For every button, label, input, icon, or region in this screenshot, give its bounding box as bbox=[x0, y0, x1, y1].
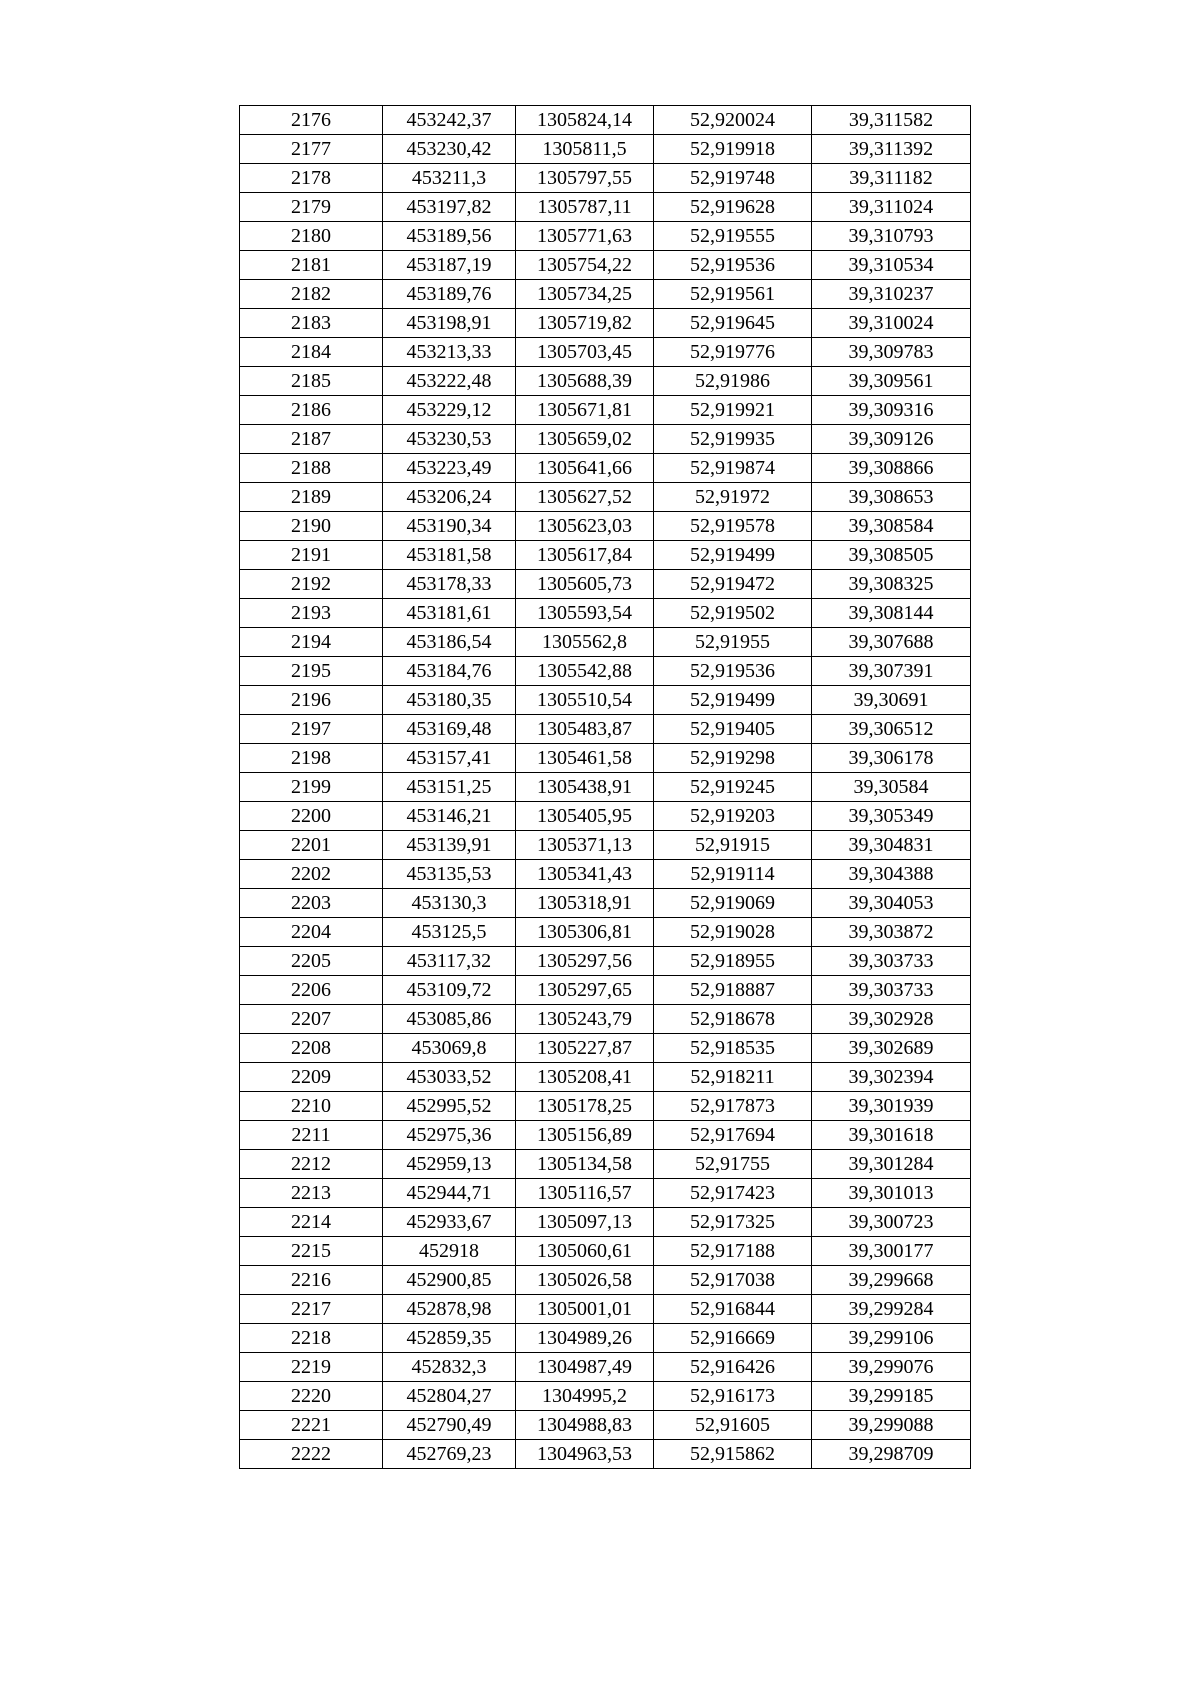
y-coordinate-cell: 1305542,88 bbox=[516, 657, 654, 686]
longitude-cell: 39,301013 bbox=[812, 1179, 971, 1208]
table-row bbox=[240, 483, 971, 512]
longitude-cell: 39,310793 bbox=[812, 222, 971, 251]
table-row bbox=[240, 860, 971, 889]
x-coordinate-cell: 453178,33 bbox=[383, 570, 516, 599]
table-body bbox=[240, 106, 971, 1469]
longitude-cell: 39,300177 bbox=[812, 1237, 971, 1266]
y-coordinate-cell: 1305178,25 bbox=[516, 1092, 654, 1121]
point-number-cell: 2192 bbox=[240, 570, 383, 599]
point-number-cell: 2202 bbox=[240, 860, 383, 889]
latitude-cell: 52,919472 bbox=[654, 570, 812, 599]
x-coordinate-cell: 453157,41 bbox=[383, 744, 516, 773]
y-coordinate-cell: 1305824,14 bbox=[516, 106, 654, 135]
latitude-cell: 52,919776 bbox=[654, 338, 812, 367]
point-number-cell: 2186 bbox=[240, 396, 383, 425]
x-coordinate-cell: 452878,98 bbox=[383, 1295, 516, 1324]
y-coordinate-cell: 1305754,22 bbox=[516, 251, 654, 280]
latitude-cell: 52,916173 bbox=[654, 1382, 812, 1411]
table-row bbox=[240, 164, 971, 193]
y-coordinate-cell: 1305461,58 bbox=[516, 744, 654, 773]
latitude-cell: 52,91755 bbox=[654, 1150, 812, 1179]
latitude-cell: 52,919628 bbox=[654, 193, 812, 222]
point-number-cell: 2201 bbox=[240, 831, 383, 860]
longitude-cell: 39,299106 bbox=[812, 1324, 971, 1353]
latitude-cell: 52,91972 bbox=[654, 483, 812, 512]
point-number-cell: 2193 bbox=[240, 599, 383, 628]
longitude-cell: 39,308653 bbox=[812, 483, 971, 512]
longitude-cell: 39,30584 bbox=[812, 773, 971, 802]
point-number-cell: 2195 bbox=[240, 657, 383, 686]
longitude-cell: 39,303733 bbox=[812, 947, 971, 976]
point-number-cell: 2176 bbox=[240, 106, 383, 135]
longitude-cell: 39,304388 bbox=[812, 860, 971, 889]
longitude-cell: 39,301618 bbox=[812, 1121, 971, 1150]
x-coordinate-cell: 452995,52 bbox=[383, 1092, 516, 1121]
y-coordinate-cell: 1305297,56 bbox=[516, 947, 654, 976]
table-row bbox=[240, 1353, 971, 1382]
point-number-cell: 2217 bbox=[240, 1295, 383, 1324]
coordinates-table bbox=[239, 105, 971, 1469]
longitude-cell: 39,308144 bbox=[812, 599, 971, 628]
latitude-cell: 52,919921 bbox=[654, 396, 812, 425]
x-coordinate-cell: 453139,91 bbox=[383, 831, 516, 860]
latitude-cell: 52,916844 bbox=[654, 1295, 812, 1324]
latitude-cell: 52,919405 bbox=[654, 715, 812, 744]
y-coordinate-cell: 1304988,83 bbox=[516, 1411, 654, 1440]
table-row bbox=[240, 1063, 971, 1092]
x-coordinate-cell: 453184,76 bbox=[383, 657, 516, 686]
point-number-cell: 2179 bbox=[240, 193, 383, 222]
longitude-cell: 39,309561 bbox=[812, 367, 971, 396]
table-row bbox=[240, 1034, 971, 1063]
x-coordinate-cell: 453189,76 bbox=[383, 280, 516, 309]
x-coordinate-cell: 453206,24 bbox=[383, 483, 516, 512]
longitude-cell: 39,311182 bbox=[812, 164, 971, 193]
x-coordinate-cell: 452900,85 bbox=[383, 1266, 516, 1295]
point-number-cell: 2181 bbox=[240, 251, 383, 280]
point-number-cell: 2220 bbox=[240, 1382, 383, 1411]
y-coordinate-cell: 1305297,65 bbox=[516, 976, 654, 1005]
x-coordinate-cell: 452832,3 bbox=[383, 1353, 516, 1382]
point-number-cell: 2207 bbox=[240, 1005, 383, 1034]
point-number-cell: 2208 bbox=[240, 1034, 383, 1063]
x-coordinate-cell: 453198,91 bbox=[383, 309, 516, 338]
latitude-cell: 52,919499 bbox=[654, 686, 812, 715]
x-coordinate-cell: 452933,67 bbox=[383, 1208, 516, 1237]
longitude-cell: 39,299668 bbox=[812, 1266, 971, 1295]
point-number-cell: 2188 bbox=[240, 454, 383, 483]
y-coordinate-cell: 1305510,54 bbox=[516, 686, 654, 715]
longitude-cell: 39,306512 bbox=[812, 715, 971, 744]
y-coordinate-cell: 1305156,89 bbox=[516, 1121, 654, 1150]
y-coordinate-cell: 1305797,55 bbox=[516, 164, 654, 193]
point-number-cell: 2215 bbox=[240, 1237, 383, 1266]
x-coordinate-cell: 452918 bbox=[383, 1237, 516, 1266]
point-number-cell: 2199 bbox=[240, 773, 383, 802]
longitude-cell: 39,300723 bbox=[812, 1208, 971, 1237]
x-coordinate-cell: 453130,3 bbox=[383, 889, 516, 918]
table-row bbox=[240, 396, 971, 425]
x-coordinate-cell: 453222,48 bbox=[383, 367, 516, 396]
point-number-cell: 2211 bbox=[240, 1121, 383, 1150]
point-number-cell: 2216 bbox=[240, 1266, 383, 1295]
table-row bbox=[240, 1179, 971, 1208]
longitude-cell: 39,299088 bbox=[812, 1411, 971, 1440]
longitude-cell: 39,308584 bbox=[812, 512, 971, 541]
table-row bbox=[240, 135, 971, 164]
point-number-cell: 2214 bbox=[240, 1208, 383, 1237]
table-row bbox=[240, 280, 971, 309]
longitude-cell: 39,308325 bbox=[812, 570, 971, 599]
table-row bbox=[240, 976, 971, 1005]
table-row bbox=[240, 599, 971, 628]
table-row bbox=[240, 831, 971, 860]
latitude-cell: 52,91605 bbox=[654, 1411, 812, 1440]
latitude-cell: 52,919028 bbox=[654, 918, 812, 947]
y-coordinate-cell: 1305001,01 bbox=[516, 1295, 654, 1324]
y-coordinate-cell: 1304989,26 bbox=[516, 1324, 654, 1353]
latitude-cell: 52,919645 bbox=[654, 309, 812, 338]
point-number-cell: 2177 bbox=[240, 135, 383, 164]
x-coordinate-cell: 453211,3 bbox=[383, 164, 516, 193]
longitude-cell: 39,308866 bbox=[812, 454, 971, 483]
longitude-cell: 39,309126 bbox=[812, 425, 971, 454]
point-number-cell: 2198 bbox=[240, 744, 383, 773]
table-row bbox=[240, 1295, 971, 1324]
latitude-cell: 52,919536 bbox=[654, 657, 812, 686]
longitude-cell: 39,307688 bbox=[812, 628, 971, 657]
x-coordinate-cell: 453190,34 bbox=[383, 512, 516, 541]
longitude-cell: 39,301284 bbox=[812, 1150, 971, 1179]
table-row bbox=[240, 744, 971, 773]
point-number-cell: 2182 bbox=[240, 280, 383, 309]
longitude-cell: 39,30691 bbox=[812, 686, 971, 715]
longitude-cell: 39,310237 bbox=[812, 280, 971, 309]
x-coordinate-cell: 453229,12 bbox=[383, 396, 516, 425]
table-row bbox=[240, 454, 971, 483]
point-number-cell: 2213 bbox=[240, 1179, 383, 1208]
table-row bbox=[240, 309, 971, 338]
table-row bbox=[240, 1237, 971, 1266]
table-row bbox=[240, 1092, 971, 1121]
point-number-cell: 2180 bbox=[240, 222, 383, 251]
latitude-cell: 52,917188 bbox=[654, 1237, 812, 1266]
table-row bbox=[240, 570, 971, 599]
x-coordinate-cell: 453181,58 bbox=[383, 541, 516, 570]
y-coordinate-cell: 1305026,58 bbox=[516, 1266, 654, 1295]
y-coordinate-cell: 1305060,61 bbox=[516, 1237, 654, 1266]
latitude-cell: 52,91986 bbox=[654, 367, 812, 396]
table-row bbox=[240, 193, 971, 222]
latitude-cell: 52,917423 bbox=[654, 1179, 812, 1208]
table-row bbox=[240, 512, 971, 541]
point-number-cell: 2204 bbox=[240, 918, 383, 947]
latitude-cell: 52,918535 bbox=[654, 1034, 812, 1063]
point-number-cell: 2197 bbox=[240, 715, 383, 744]
y-coordinate-cell: 1305562,8 bbox=[516, 628, 654, 657]
table-row bbox=[240, 1411, 971, 1440]
y-coordinate-cell: 1305134,58 bbox=[516, 1150, 654, 1179]
x-coordinate-cell: 452959,13 bbox=[383, 1150, 516, 1179]
latitude-cell: 52,919536 bbox=[654, 251, 812, 280]
x-coordinate-cell: 453242,37 bbox=[383, 106, 516, 135]
table-row bbox=[240, 1121, 971, 1150]
longitude-cell: 39,305349 bbox=[812, 802, 971, 831]
table-row bbox=[240, 1266, 971, 1295]
point-number-cell: 2183 bbox=[240, 309, 383, 338]
y-coordinate-cell: 1304987,49 bbox=[516, 1353, 654, 1382]
point-number-cell: 2185 bbox=[240, 367, 383, 396]
latitude-cell: 52,919748 bbox=[654, 164, 812, 193]
x-coordinate-cell: 453189,56 bbox=[383, 222, 516, 251]
latitude-cell: 52,917873 bbox=[654, 1092, 812, 1121]
latitude-cell: 52,919935 bbox=[654, 425, 812, 454]
x-coordinate-cell: 453187,19 bbox=[383, 251, 516, 280]
y-coordinate-cell: 1305617,84 bbox=[516, 541, 654, 570]
latitude-cell: 52,917694 bbox=[654, 1121, 812, 1150]
y-coordinate-cell: 1305671,81 bbox=[516, 396, 654, 425]
longitude-cell: 39,308505 bbox=[812, 541, 971, 570]
y-coordinate-cell: 1305659,02 bbox=[516, 425, 654, 454]
y-coordinate-cell: 1305318,91 bbox=[516, 889, 654, 918]
table-row bbox=[240, 918, 971, 947]
longitude-cell: 39,302928 bbox=[812, 1005, 971, 1034]
x-coordinate-cell: 452769,23 bbox=[383, 1440, 516, 1469]
point-number-cell: 2209 bbox=[240, 1063, 383, 1092]
table-row bbox=[240, 1440, 971, 1469]
y-coordinate-cell: 1305703,45 bbox=[516, 338, 654, 367]
x-coordinate-cell: 453230,53 bbox=[383, 425, 516, 454]
y-coordinate-cell: 1305641,66 bbox=[516, 454, 654, 483]
y-coordinate-cell: 1305483,87 bbox=[516, 715, 654, 744]
point-number-cell: 2196 bbox=[240, 686, 383, 715]
y-coordinate-cell: 1305116,57 bbox=[516, 1179, 654, 1208]
x-coordinate-cell: 453151,25 bbox=[383, 773, 516, 802]
latitude-cell: 52,918955 bbox=[654, 947, 812, 976]
longitude-cell: 39,309316 bbox=[812, 396, 971, 425]
longitude-cell: 39,304053 bbox=[812, 889, 971, 918]
latitude-cell: 52,919578 bbox=[654, 512, 812, 541]
x-coordinate-cell: 453085,86 bbox=[383, 1005, 516, 1034]
longitude-cell: 39,303733 bbox=[812, 976, 971, 1005]
table-row bbox=[240, 338, 971, 367]
x-coordinate-cell: 453109,72 bbox=[383, 976, 516, 1005]
latitude-cell: 52,920024 bbox=[654, 106, 812, 135]
table-row bbox=[240, 773, 971, 802]
latitude-cell: 52,919203 bbox=[654, 802, 812, 831]
y-coordinate-cell: 1305593,54 bbox=[516, 599, 654, 628]
x-coordinate-cell: 452790,49 bbox=[383, 1411, 516, 1440]
y-coordinate-cell: 1304963,53 bbox=[516, 1440, 654, 1469]
point-number-cell: 2190 bbox=[240, 512, 383, 541]
y-coordinate-cell: 1304995,2 bbox=[516, 1382, 654, 1411]
y-coordinate-cell: 1305605,73 bbox=[516, 570, 654, 599]
latitude-cell: 52,919245 bbox=[654, 773, 812, 802]
point-number-cell: 2205 bbox=[240, 947, 383, 976]
longitude-cell: 39,303872 bbox=[812, 918, 971, 947]
point-number-cell: 2191 bbox=[240, 541, 383, 570]
latitude-cell: 52,919114 bbox=[654, 860, 812, 889]
y-coordinate-cell: 1305734,25 bbox=[516, 280, 654, 309]
y-coordinate-cell: 1305627,52 bbox=[516, 483, 654, 512]
table-row bbox=[240, 628, 971, 657]
table-row bbox=[240, 222, 971, 251]
x-coordinate-cell: 453197,82 bbox=[383, 193, 516, 222]
y-coordinate-cell: 1305208,41 bbox=[516, 1063, 654, 1092]
y-coordinate-cell: 1305438,91 bbox=[516, 773, 654, 802]
latitude-cell: 52,916426 bbox=[654, 1353, 812, 1382]
longitude-cell: 39,311024 bbox=[812, 193, 971, 222]
y-coordinate-cell: 1305306,81 bbox=[516, 918, 654, 947]
table-row bbox=[240, 657, 971, 686]
point-number-cell: 2219 bbox=[240, 1353, 383, 1382]
longitude-cell: 39,301939 bbox=[812, 1092, 971, 1121]
latitude-cell: 52,916669 bbox=[654, 1324, 812, 1353]
longitude-cell: 39,299185 bbox=[812, 1382, 971, 1411]
latitude-cell: 52,919555 bbox=[654, 222, 812, 251]
table-row bbox=[240, 947, 971, 976]
x-coordinate-cell: 453069,8 bbox=[383, 1034, 516, 1063]
point-number-cell: 2212 bbox=[240, 1150, 383, 1179]
longitude-cell: 39,310024 bbox=[812, 309, 971, 338]
longitude-cell: 39,298709 bbox=[812, 1440, 971, 1469]
x-coordinate-cell: 452804,27 bbox=[383, 1382, 516, 1411]
x-coordinate-cell: 453033,52 bbox=[383, 1063, 516, 1092]
y-coordinate-cell: 1305719,82 bbox=[516, 309, 654, 338]
longitude-cell: 39,311582 bbox=[812, 106, 971, 135]
y-coordinate-cell: 1305371,13 bbox=[516, 831, 654, 860]
longitude-cell: 39,311392 bbox=[812, 135, 971, 164]
latitude-cell: 52,91955 bbox=[654, 628, 812, 657]
x-coordinate-cell: 452859,35 bbox=[383, 1324, 516, 1353]
longitude-cell: 39,309783 bbox=[812, 338, 971, 367]
point-number-cell: 2218 bbox=[240, 1324, 383, 1353]
x-coordinate-cell: 453213,33 bbox=[383, 338, 516, 367]
latitude-cell: 52,91915 bbox=[654, 831, 812, 860]
point-number-cell: 2194 bbox=[240, 628, 383, 657]
table-row bbox=[240, 1208, 971, 1237]
latitude-cell: 52,918887 bbox=[654, 976, 812, 1005]
y-coordinate-cell: 1305771,63 bbox=[516, 222, 654, 251]
y-coordinate-cell: 1305341,43 bbox=[516, 860, 654, 889]
table-row bbox=[240, 1324, 971, 1353]
longitude-cell: 39,307391 bbox=[812, 657, 971, 686]
latitude-cell: 52,917038 bbox=[654, 1266, 812, 1295]
x-coordinate-cell: 453181,61 bbox=[383, 599, 516, 628]
y-coordinate-cell: 1305227,87 bbox=[516, 1034, 654, 1063]
table-row bbox=[240, 1382, 971, 1411]
x-coordinate-cell: 453230,42 bbox=[383, 135, 516, 164]
longitude-cell: 39,302394 bbox=[812, 1063, 971, 1092]
longitude-cell: 39,302689 bbox=[812, 1034, 971, 1063]
point-number-cell: 2221 bbox=[240, 1411, 383, 1440]
x-coordinate-cell: 452975,36 bbox=[383, 1121, 516, 1150]
table-row bbox=[240, 715, 971, 744]
table-row bbox=[240, 1005, 971, 1034]
x-coordinate-cell: 453169,48 bbox=[383, 715, 516, 744]
table-row bbox=[240, 686, 971, 715]
point-number-cell: 2210 bbox=[240, 1092, 383, 1121]
latitude-cell: 52,917325 bbox=[654, 1208, 812, 1237]
point-number-cell: 2184 bbox=[240, 338, 383, 367]
x-coordinate-cell: 453146,21 bbox=[383, 802, 516, 831]
latitude-cell: 52,919874 bbox=[654, 454, 812, 483]
point-number-cell: 2200 bbox=[240, 802, 383, 831]
longitude-cell: 39,304831 bbox=[812, 831, 971, 860]
latitude-cell: 52,919499 bbox=[654, 541, 812, 570]
longitude-cell: 39,310534 bbox=[812, 251, 971, 280]
point-number-cell: 2187 bbox=[240, 425, 383, 454]
y-coordinate-cell: 1305097,13 bbox=[516, 1208, 654, 1237]
latitude-cell: 52,918678 bbox=[654, 1005, 812, 1034]
table-row bbox=[240, 541, 971, 570]
y-coordinate-cell: 1305405,95 bbox=[516, 802, 654, 831]
latitude-cell: 52,919502 bbox=[654, 599, 812, 628]
point-number-cell: 2203 bbox=[240, 889, 383, 918]
longitude-cell: 39,306178 bbox=[812, 744, 971, 773]
x-coordinate-cell: 452944,71 bbox=[383, 1179, 516, 1208]
y-coordinate-cell: 1305688,39 bbox=[516, 367, 654, 396]
x-coordinate-cell: 453180,35 bbox=[383, 686, 516, 715]
x-coordinate-cell: 453125,5 bbox=[383, 918, 516, 947]
latitude-cell: 52,915862 bbox=[654, 1440, 812, 1469]
table-row bbox=[240, 802, 971, 831]
x-coordinate-cell: 453223,49 bbox=[383, 454, 516, 483]
y-coordinate-cell: 1305243,79 bbox=[516, 1005, 654, 1034]
latitude-cell: 52,919561 bbox=[654, 280, 812, 309]
longitude-cell: 39,299284 bbox=[812, 1295, 971, 1324]
y-coordinate-cell: 1305623,03 bbox=[516, 512, 654, 541]
latitude-cell: 52,919298 bbox=[654, 744, 812, 773]
table-row bbox=[240, 367, 971, 396]
x-coordinate-cell: 453117,32 bbox=[383, 947, 516, 976]
point-number-cell: 2222 bbox=[240, 1440, 383, 1469]
latitude-cell: 52,919918 bbox=[654, 135, 812, 164]
table-row bbox=[240, 251, 971, 280]
table-row bbox=[240, 1150, 971, 1179]
table-row bbox=[240, 889, 971, 918]
table-row bbox=[240, 425, 971, 454]
latitude-cell: 52,919069 bbox=[654, 889, 812, 918]
table-row bbox=[240, 106, 971, 135]
point-number-cell: 2206 bbox=[240, 976, 383, 1005]
point-number-cell: 2189 bbox=[240, 483, 383, 512]
longitude-cell: 39,299076 bbox=[812, 1353, 971, 1382]
y-coordinate-cell: 1305811,5 bbox=[516, 135, 654, 164]
x-coordinate-cell: 453186,54 bbox=[383, 628, 516, 657]
y-coordinate-cell: 1305787,11 bbox=[516, 193, 654, 222]
point-number-cell: 2178 bbox=[240, 164, 383, 193]
latitude-cell: 52,918211 bbox=[654, 1063, 812, 1092]
x-coordinate-cell: 453135,53 bbox=[383, 860, 516, 889]
